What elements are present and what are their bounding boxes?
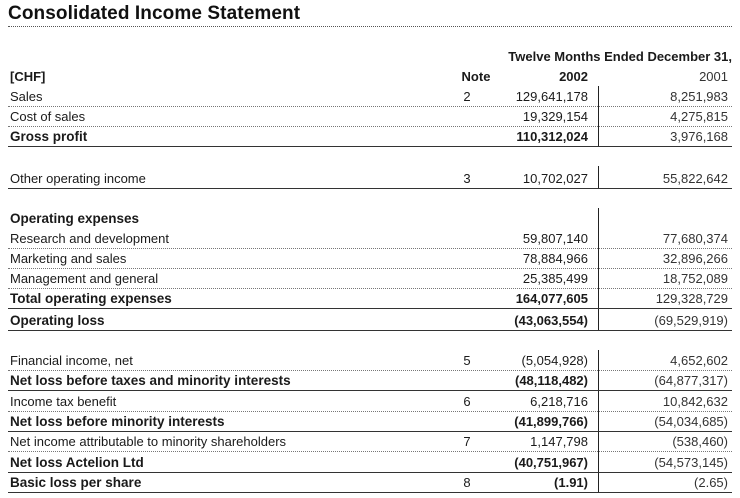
value-2002: (40,751,967) [514,455,588,470]
title-rule [8,26,732,27]
value-2001: 3,976,168 [670,129,728,144]
row-label: Operating loss [10,313,105,328]
table-row [8,310,732,331]
value-2001: 4,652,602 [670,353,728,368]
table-row [8,472,732,493]
table-row [8,288,732,309]
value-2001: (64,877,317) [654,373,728,388]
value-2001: (69,529,919) [654,313,728,328]
value-2002: 1,147,798 [530,434,588,449]
row-label: Gross profit [10,129,88,144]
value-2002: (41,899,766) [514,414,588,429]
statement-title: Consolidated Income Statement [8,3,301,24]
table-row [8,268,732,289]
table-row [8,86,732,107]
row-label: Basic loss per share [10,475,142,490]
note-cell: 2 [463,89,471,104]
period-header: Twelve Months Ended December 31, [508,49,732,64]
value-2002: 10,702,027 [522,171,588,186]
value-2002: (1.91) [554,475,588,490]
value-2002: 164,077,605 [515,291,588,306]
table-row [8,168,732,189]
value-2002: (43,063,554) [514,313,588,328]
table-row [8,126,732,147]
value-2002: 6,218,716 [530,394,588,409]
row-label: Financial income, net [10,353,133,368]
row-label: Income tax benefit [10,394,117,409]
table-row [8,370,732,391]
value-2002: (48,118,482) [514,373,588,388]
value-2002: 19,329,154 [522,109,588,124]
table-row [8,106,732,127]
table-row [8,391,732,412]
value-2002: 78,884,966 [522,251,588,266]
value-2002: 110,312,024 [516,129,588,144]
value-2001: 129,328,729 [655,291,728,306]
value-2002: (5,054,928) [521,353,588,368]
row-label: Research and development [10,231,169,246]
table-row [8,431,732,452]
year-2002-header: 2002 [559,69,588,84]
row-label: Net income attributable to minority shareholders [10,434,287,449]
row-label: Operating expenses [10,211,140,226]
note-cell: 8 [463,475,471,490]
value-2001: (54,573,145) [654,455,728,470]
value-2002: 59,807,140 [522,231,588,246]
value-2001: 32,896,266 [662,251,728,266]
row-label: Other operating income [10,171,146,186]
row-label: Total operating expenses [10,291,172,306]
value-2001: 77,680,374 [662,231,728,246]
row-label: Sales [10,89,43,104]
value-2002: 25,385,499 [522,271,588,286]
value-2001: (54,034,685) [654,414,728,429]
row-label: Net loss before minority interests [10,414,225,429]
value-2001: (2.65) [694,475,728,490]
value-2001: 18,752,089 [662,271,728,286]
table-row [8,350,732,371]
row-label: Cost of sales [10,109,86,124]
table-row [8,411,732,432]
value-2001: (538,460) [672,434,728,449]
value-2001: 10,842,632 [662,394,728,409]
value-2001: 8,251,983 [670,89,728,104]
note-column-header: Note [461,69,491,84]
year-2001-header: 2001 [699,69,728,84]
row-label: Net loss before taxes and minority interests [10,373,291,388]
table-row [8,228,732,249]
note-cell: 6 [463,394,471,409]
table-row [8,248,732,269]
value-2001: 4,275,815 [670,109,728,124]
note-cell: 7 [463,434,471,449]
value-2002: 129,641,178 [515,89,588,104]
row-label: Marketing and sales [10,251,127,266]
row-label: Management and general [10,271,159,286]
table-row [8,452,732,473]
note-cell: 5 [463,353,471,368]
value-2001: 55,822,642 [662,171,728,186]
currency-label: [CHF] [10,69,46,84]
row-label: Net loss Actelion Ltd [10,455,144,470]
section-heading [8,208,732,228]
note-cell: 3 [463,171,471,186]
column-header-row [8,66,732,86]
